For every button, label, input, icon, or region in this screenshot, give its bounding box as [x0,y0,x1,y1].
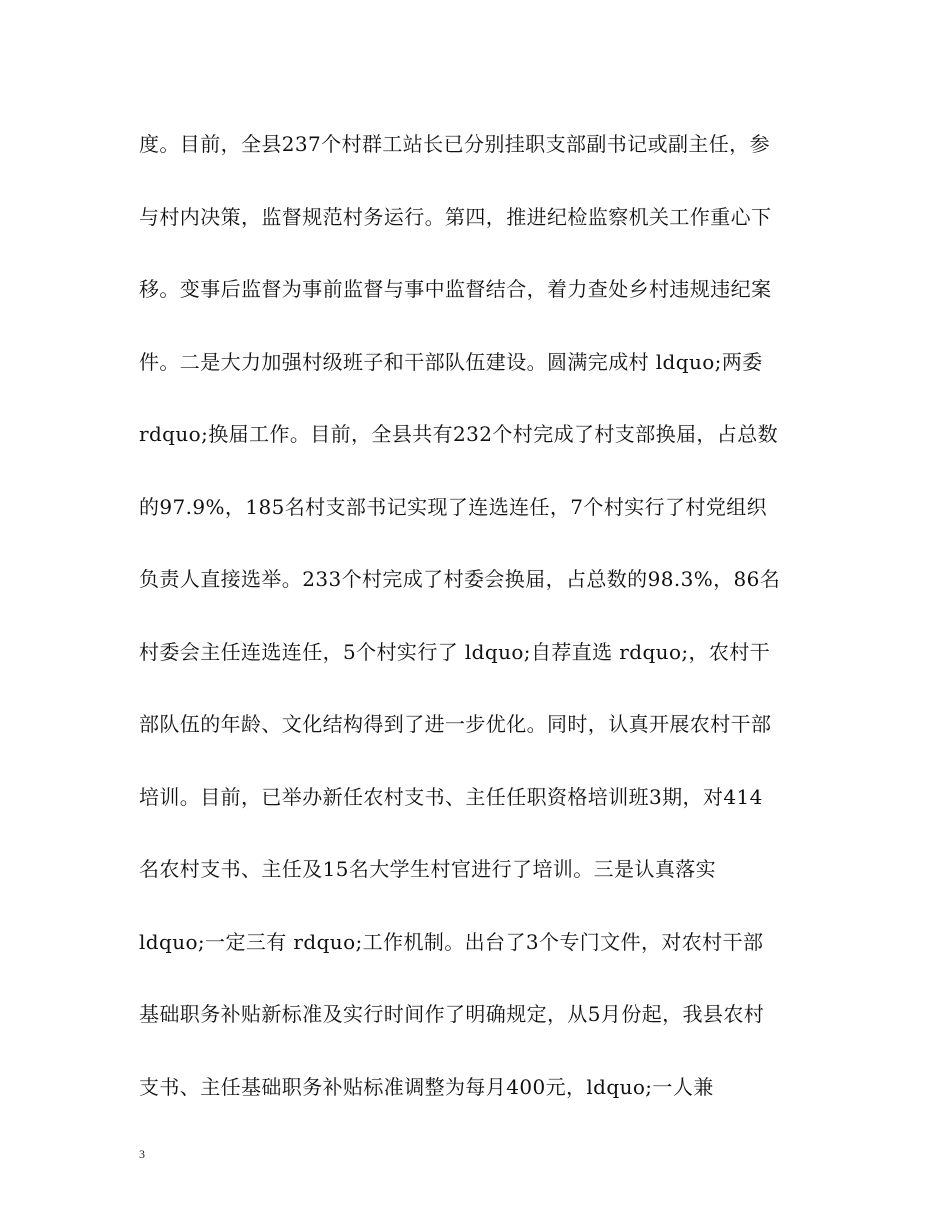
text-line: 度。目前，全县237个村群工站长已分别挂职支部副书记或副主任，参 [139,132,770,156]
text-line: ldquo;一定三有 rdquo;工作机制。出台了3个专门文件，对农村干部 [139,929,764,954]
text-line: 支书、主任基础职务补贴标准调整为每月400元，ldquo;一人兼 [139,1074,714,1099]
text-line: 移。变事后监督为事前监督与事中监督结合，着力查处乡村违规违纪案 [139,277,772,301]
text-line: 部队伍的年龄、文化结构得到了进一步优化。同时，认真开展农村干部 [139,712,772,736]
text-line: 培训。目前，已举办新任农村支书、主任任职资格培训班3期，对414 [139,784,763,809]
page-number: 3 [139,1147,145,1161]
text-line: 与村内决策，监督规范村务运行。第四，推进纪检监察机关工作重心下 [139,204,772,229]
text-line: 负责人直接选举。233个村完成了村委会换届，占总数的98.3%，86名 [139,567,781,591]
text-line: rdquo;换届工作。目前，全县共有232个村完成了村支部换届，占总数 [139,422,778,446]
text-line: 的97.9%，185名村支部书记实现了连选连任，7个村实行了村党组织 [139,494,768,519]
text-line: 基础职务补贴新标准及实行时间作了明确规定，从5月份起，我县农村 [139,1002,765,1026]
text-line: 件。二是大力加强村级班子和干部队伍建设。圆满完成村 ldquo;两委 [139,349,763,374]
body-text [139,122,829,1137]
text-line: 名农村支书、主任及15名大学生村官进行了培训。三是认真落实 [139,857,717,881]
text-line: 村委会主任连选连任，5个村实行了 ldquo;自荐直选 rdquo;，农村干 [139,639,771,664]
